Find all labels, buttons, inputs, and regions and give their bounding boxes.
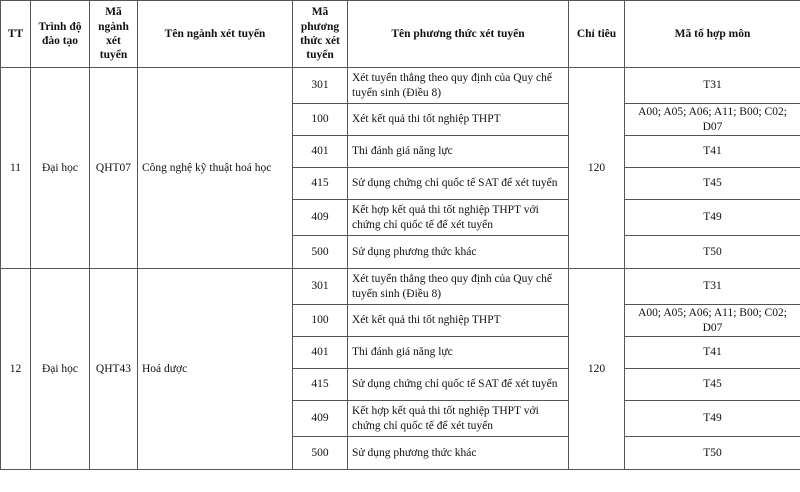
method-name: Sử dụng chứng chỉ quốc tế SAT để xét tuyển [348,168,569,200]
table-row [1,68,800,104]
combo-code: T49 [625,401,800,437]
combo-code: A00; A05; A06; A11; B00; C02; D07 [625,305,800,337]
method-name: Sử dụng phương thức khác [348,437,569,470]
method-code: 415 [293,168,348,200]
header-method-code: Mã phương thức xét tuyển [293,1,348,68]
method-name: Sử dụng phương thức khác [348,236,569,269]
row-tt: 11 [1,68,31,269]
method-name: Xét tuyển thẳng theo quy định của Quy chế tuyển sinh (Điều 8) [348,68,569,104]
header-major-code: Mã ngành xét tuyển [90,1,138,68]
method-name: Xét tuyển thẳng theo quy định của Quy chế tuyển sinh (Điều 8) [348,269,569,305]
method-name: Sử dụng chứng chỉ quốc tế SAT để xét tuyển [348,369,569,401]
method-code: 401 [293,136,348,168]
method-name: Xét kết quả thi tốt nghiệp THPT [348,305,569,337]
header-combo: Mã tổ hợp môn [625,1,800,68]
header-method-name: Tên phương thức xét tuyển [348,1,569,68]
method-code: 409 [293,401,348,437]
method-name: Thi đánh giá năng lực [348,136,569,168]
header-major-name: Tên ngành xét tuyển [138,1,293,68]
method-code: 500 [293,437,348,470]
method-name: Thi đánh giá năng lực [348,337,569,369]
method-code: 100 [293,104,348,136]
method-name: Kết hợp kết quả thi tốt nghiệp THPT với chứng chỉ quốc tế để xét tuyển [348,401,569,437]
row-major-name: Công nghệ kỹ thuật hoá học [138,68,293,269]
method-code: 401 [293,337,348,369]
combo-code: T41 [625,136,800,168]
row-major-name: Hoá dược [138,269,293,470]
combo-code: A00; A05; A06; A11; B00; C02; D07 [625,104,800,136]
table-row [1,269,800,305]
header-level: Trình độ đào tạo [31,1,90,68]
combo-code: T50 [625,236,800,269]
combo-code: T45 [625,369,800,401]
method-code: 415 [293,369,348,401]
row-level: Đại học [31,269,90,470]
combo-code: T49 [625,200,800,236]
combo-code: T41 [625,337,800,369]
method-code: 301 [293,269,348,305]
row-major-code: QHT43 [90,269,138,470]
method-code: 100 [293,305,348,337]
row-tt: 12 [1,269,31,470]
combo-code: T31 [625,269,800,305]
method-code: 409 [293,200,348,236]
combo-code: T50 [625,437,800,470]
header-tt: TT [1,1,31,68]
combo-code: T31 [625,68,800,104]
method-name: Kết hợp kết quả thi tốt nghiệp THPT với chứng chỉ quốc tế để xét tuyển [348,200,569,236]
method-name: Xét kết quả thi tốt nghiệp THPT [348,104,569,136]
row-level: Đại học [31,68,90,269]
row-major-code: QHT07 [90,68,138,269]
row-quota: 120 [569,68,625,269]
method-code: 500 [293,236,348,269]
method-code: 301 [293,68,348,104]
header-quota: Chỉ tiêu [569,1,625,68]
header-row [1,1,800,68]
row-quota: 120 [569,269,625,470]
combo-code: T45 [625,168,800,200]
